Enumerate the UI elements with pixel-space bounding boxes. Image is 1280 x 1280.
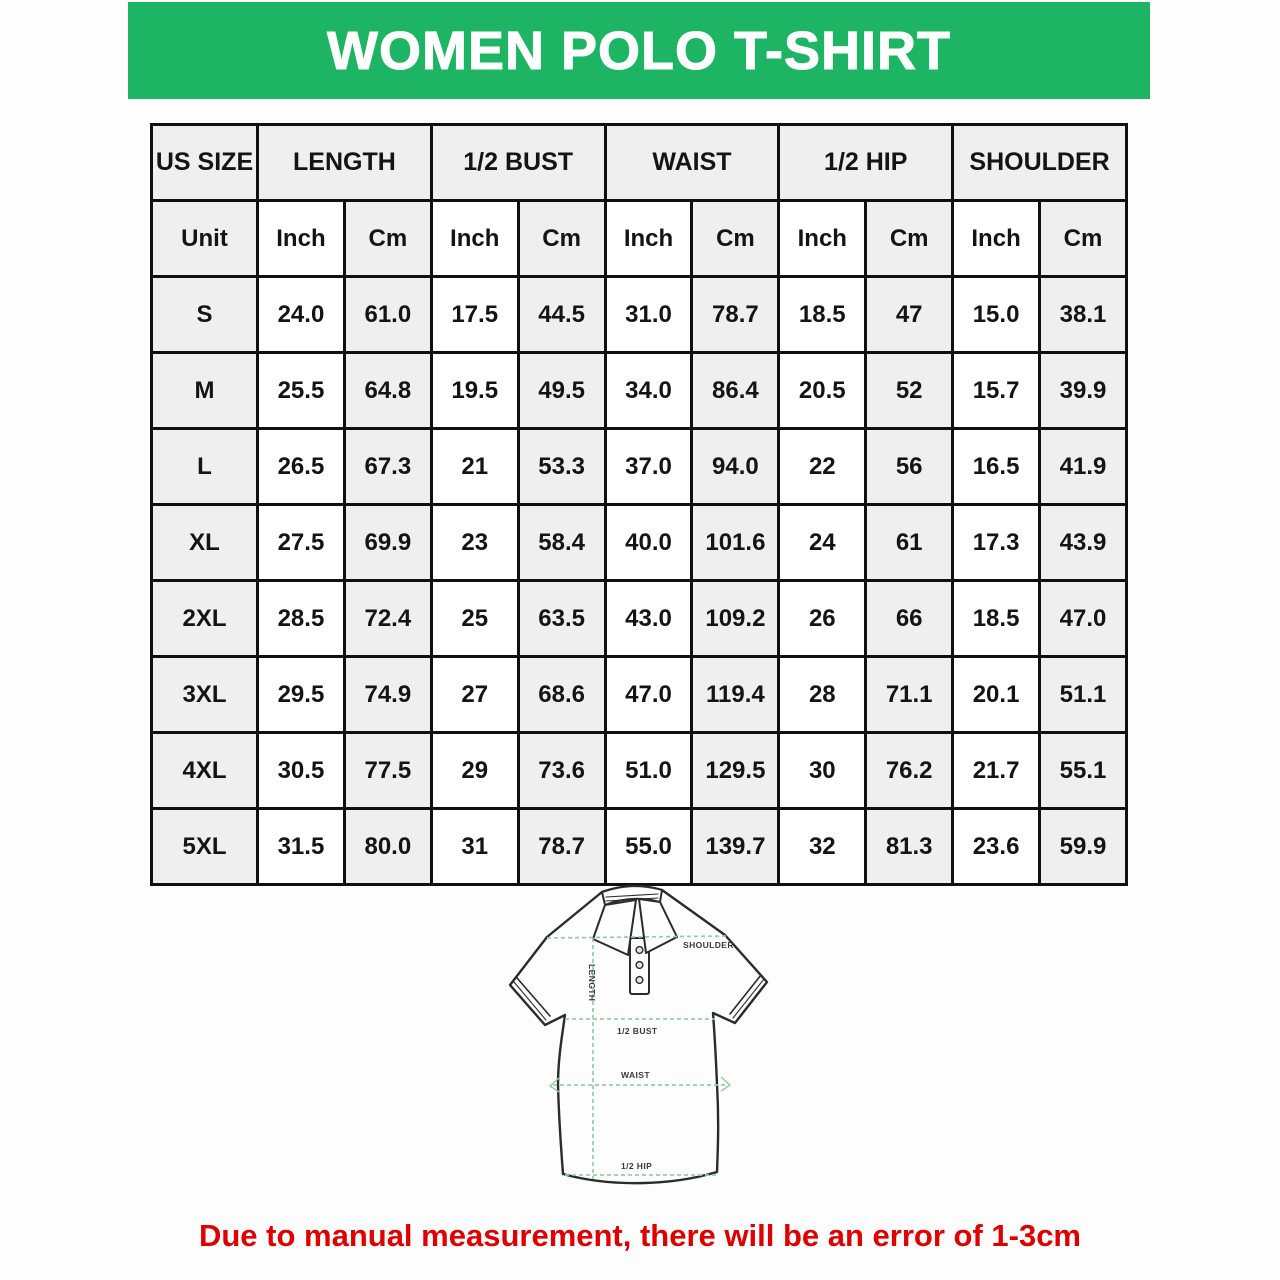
size-row xyxy=(152,581,1127,657)
polo-shirt-diagram xyxy=(495,882,785,1204)
measurement-disclaimer: Due to manual measurement, there will be an error of 1-3cm xyxy=(198,1218,1082,1253)
value-cell: 59.9 xyxy=(1040,809,1127,885)
value-cell: 25.5 xyxy=(258,353,345,429)
size-row xyxy=(152,657,1127,733)
value-cell: 63.5 xyxy=(518,581,605,657)
value-cell: 78.7 xyxy=(692,277,779,353)
value-cell: 55.0 xyxy=(605,809,692,885)
value-cell: 31 xyxy=(431,809,518,885)
button-icon xyxy=(636,947,643,954)
value-cell: 61 xyxy=(866,505,953,581)
value-cell: 20.1 xyxy=(953,657,1040,733)
size-row xyxy=(152,353,1127,429)
value-cell: 119.4 xyxy=(692,657,779,733)
unit-cell: Cm xyxy=(344,201,431,277)
value-cell: 81.3 xyxy=(866,809,953,885)
value-cell: 53.3 xyxy=(518,429,605,505)
value-cell: 52 xyxy=(866,353,953,429)
value-cell: 24.0 xyxy=(258,277,345,353)
size-cell: L xyxy=(152,429,258,505)
value-cell: 27 xyxy=(431,657,518,733)
value-cell: 101.6 xyxy=(692,505,779,581)
unit-cell: Cm xyxy=(866,201,953,277)
value-cell: 34.0 xyxy=(605,353,692,429)
value-cell: 77.5 xyxy=(344,733,431,809)
value-cell: 47 xyxy=(866,277,953,353)
hip-label: 1/2 HIP xyxy=(621,1161,653,1171)
unit-cell: Inch xyxy=(605,201,692,277)
column-header: LENGTH xyxy=(258,125,432,201)
value-cell: 72.4 xyxy=(344,581,431,657)
waist-arrow-right xyxy=(721,1077,730,1091)
value-cell: 56 xyxy=(866,429,953,505)
value-cell: 31.0 xyxy=(605,277,692,353)
value-cell: 30.5 xyxy=(258,733,345,809)
size-row xyxy=(152,277,1127,353)
button-icon xyxy=(636,962,643,969)
value-cell: 23 xyxy=(431,505,518,581)
value-cell: 41.9 xyxy=(1040,429,1127,505)
size-cell: 2XL xyxy=(152,581,258,657)
size-cell: M xyxy=(152,353,258,429)
value-cell: 86.4 xyxy=(692,353,779,429)
shoulder-label: SHOULDER xyxy=(683,940,734,950)
value-cell: 26.5 xyxy=(258,429,345,505)
unit-cell: Cm xyxy=(692,201,779,277)
value-cell: 58.4 xyxy=(518,505,605,581)
value-cell: 109.2 xyxy=(692,581,779,657)
length-label: LENGTH xyxy=(587,964,597,1002)
value-cell: 80.0 xyxy=(344,809,431,885)
column-header: 1/2 HIP xyxy=(779,125,953,201)
value-cell: 30 xyxy=(779,733,866,809)
value-cell: 68.6 xyxy=(518,657,605,733)
unit-cell: Inch xyxy=(779,201,866,277)
value-cell: 44.5 xyxy=(518,277,605,353)
unit-cell: Cm xyxy=(1040,201,1127,277)
value-cell: 17.3 xyxy=(953,505,1040,581)
unit-cell: Inch xyxy=(431,201,518,277)
value-cell: 20.5 xyxy=(779,353,866,429)
value-cell: 18.5 xyxy=(953,581,1040,657)
unit-row xyxy=(152,201,1127,277)
value-cell: 94.0 xyxy=(692,429,779,505)
value-cell: 25 xyxy=(431,581,518,657)
value-cell: 29.5 xyxy=(258,657,345,733)
waist-label: WAIST xyxy=(621,1070,650,1080)
value-cell: 64.8 xyxy=(344,353,431,429)
value-cell: 67.3 xyxy=(344,429,431,505)
size-cell: 5XL xyxy=(152,809,258,885)
value-cell: 18.5 xyxy=(779,277,866,353)
bust-label: 1/2 BUST xyxy=(617,1026,658,1036)
value-cell: 43.0 xyxy=(605,581,692,657)
value-cell: 49.5 xyxy=(518,353,605,429)
polo-shirt-drawing xyxy=(495,882,785,1204)
value-cell: 66 xyxy=(866,581,953,657)
size-row xyxy=(152,505,1127,581)
title-banner xyxy=(128,2,1150,99)
size-row xyxy=(152,733,1127,809)
size-cell: S xyxy=(152,277,258,353)
value-cell: 26 xyxy=(779,581,866,657)
value-cell: 21 xyxy=(431,429,518,505)
unit-cell: Cm xyxy=(518,201,605,277)
value-cell: 19.5 xyxy=(431,353,518,429)
value-cell: 61.0 xyxy=(344,277,431,353)
size-chart-table xyxy=(150,123,1128,886)
value-cell: 24 xyxy=(779,505,866,581)
value-cell: 28 xyxy=(779,657,866,733)
value-cell: 76.2 xyxy=(866,733,953,809)
value-cell: 22 xyxy=(779,429,866,505)
value-cell: 129.5 xyxy=(692,733,779,809)
value-cell: 40.0 xyxy=(605,505,692,581)
value-cell: 43.9 xyxy=(1040,505,1127,581)
column-header: 1/2 BUST xyxy=(431,125,605,201)
value-cell: 55.1 xyxy=(1040,733,1127,809)
unit-cell: Inch xyxy=(953,201,1040,277)
value-cell: 16.5 xyxy=(953,429,1040,505)
value-cell: 21.7 xyxy=(953,733,1040,809)
value-cell: 69.9 xyxy=(344,505,431,581)
value-cell: 73.6 xyxy=(518,733,605,809)
value-cell: 47.0 xyxy=(1040,581,1127,657)
value-cell: 74.9 xyxy=(344,657,431,733)
header-row xyxy=(152,125,1127,201)
size-row xyxy=(152,429,1127,505)
column-header: SHOULDER xyxy=(953,125,1127,201)
value-cell: 23.6 xyxy=(953,809,1040,885)
page-title: WOMEN POLO T-SHIRT xyxy=(327,20,951,81)
value-cell: 29 xyxy=(431,733,518,809)
size-cell: 3XL xyxy=(152,657,258,733)
size-cell: XL xyxy=(152,505,258,581)
value-cell: 51.0 xyxy=(605,733,692,809)
value-cell: 139.7 xyxy=(692,809,779,885)
size-row xyxy=(152,809,1127,885)
value-cell: 27.5 xyxy=(258,505,345,581)
size-cell: 4XL xyxy=(152,733,258,809)
size-chart-body xyxy=(152,277,1127,885)
value-cell: 31.5 xyxy=(258,809,345,885)
value-cell: 39.9 xyxy=(1040,353,1127,429)
value-cell: 32 xyxy=(779,809,866,885)
value-cell: 37.0 xyxy=(605,429,692,505)
value-cell: 17.5 xyxy=(431,277,518,353)
value-cell: 15.0 xyxy=(953,277,1040,353)
column-header: US SIZE xyxy=(152,125,258,201)
unit-label: Unit xyxy=(152,201,258,277)
value-cell: 78.7 xyxy=(518,809,605,885)
column-header: WAIST xyxy=(605,125,779,201)
unit-cell: Inch xyxy=(258,201,345,277)
value-cell: 71.1 xyxy=(866,657,953,733)
value-cell: 47.0 xyxy=(605,657,692,733)
button-icon xyxy=(636,977,643,984)
size-chart-head xyxy=(152,125,1127,277)
value-cell: 15.7 xyxy=(953,353,1040,429)
value-cell: 51.1 xyxy=(1040,657,1127,733)
value-cell: 38.1 xyxy=(1040,277,1127,353)
value-cell: 28.5 xyxy=(258,581,345,657)
